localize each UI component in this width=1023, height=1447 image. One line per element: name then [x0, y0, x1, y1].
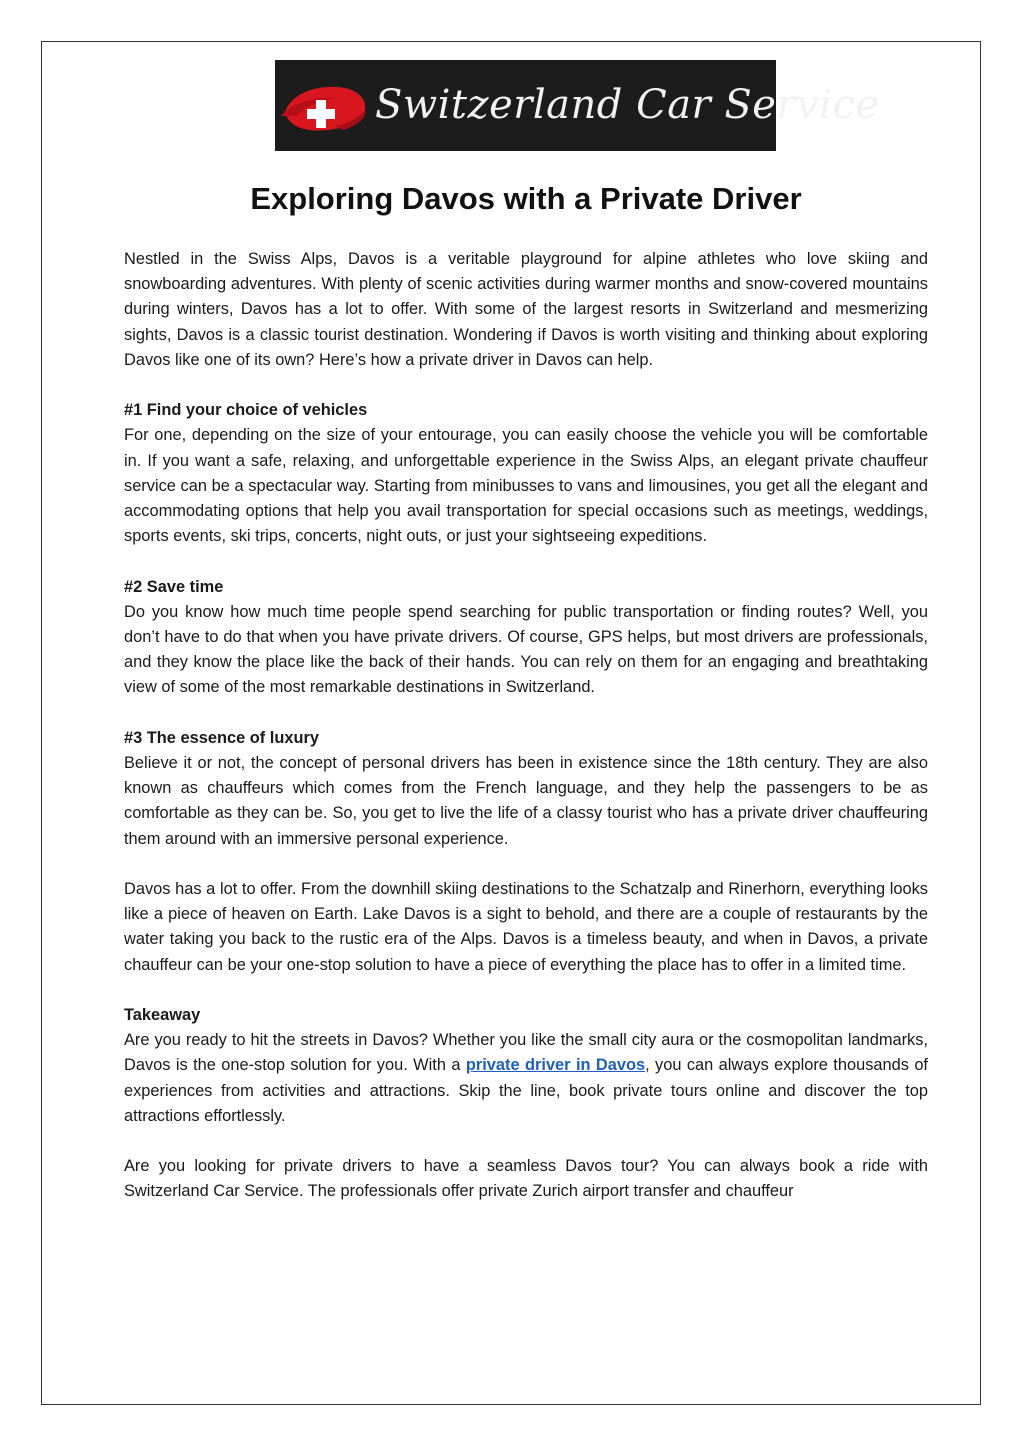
- section-body: Do you know how much time people spend searching for public transportation or finding routes? Well, you don’t have to do that when you have private drivers. Of course, GPS helps, but most drivers are professionals, and they know the place like the back of their hands. You can rely on them for an engaging and breathtaking view of some of the most remarkable destinations in Switzerland.: [124, 602, 928, 697]
- davos-paragraph: Davos has a lot to offer. From the downhill skiing destinations to the Schatzalp and Rinerhorn, everything looks like a piece of heaven on Earth. Lake Davos is a sight to behold, and there are a couple of restaurants by the water taking you back to the rustic era of the Alps. Davos is a timeless beauty, and when in Davos, a private chauffeur can be your one-stop solution to have a piece of everything the place has to offer in a limited time.: [124, 880, 928, 974]
- brand-logo: [275, 60, 880, 151]
- logo-wordmark: Switzerland Car Service: [375, 82, 880, 128]
- takeaway-text-before-link: Are you ready to hit the streets in Davos? Whether you like the small city aura or the cosmopolitan landmarks, Davos is the one-stop solution for you. With a: [124, 1031, 928, 1075]
- section-body: For one, depending on the size of your entourage, you can easily choose the vehicle you will be comfortable in. If you want a safe, relaxing, and unforgettable experience in the Swiss Alps, an elegant private chauffeur service can be a spectacular way. Starting from minibusses to vans and limousines, you get all the elegant and accommodating options that help you avail transportation for special occasions such as meetings, weddings, sports events, ski trips, concerts, night outs, or just your sightseeing expeditions.: [124, 426, 928, 546]
- flag-cross-horizontal: [307, 109, 335, 119]
- section-heading: #3 The essence of luxury: [124, 728, 319, 747]
- section-body: Believe it or not, the concept of personal drivers has been in existence since the 18th century. They are also known as chauffeurs which comes from the French language, and they help the passengers to be as comfortable as they can be. So, you get to live the life of a classy tourist who has a private driver chauffeuring them around with an immersive personal experience.: [124, 754, 928, 848]
- article-body: [124, 247, 928, 1205]
- intro-paragraph: Nestled in the Swiss Alps, Davos is a veritable playground for alpine athletes who love skiing and snowboarding adventures. With plenty of scenic activities during warmer months and snow-covered mountains during winters, Davos has a lot to offer. With some of the largest resorts in Switzerland and mesmerizing sights, Davos is a classic tourist destination. Wondering if Davos is worth visiting and thinking about exploring Davos like one of its own? Here’s how a private driver in Davos can help.: [124, 250, 928, 369]
- page-title: Exploring Davos with a Private Driver: [250, 181, 802, 216]
- section-heading: #2 Save time: [124, 577, 224, 596]
- closing-paragraph: Are you looking for private drivers to have a seamless Davos tour? You can always book a ride with Switzerland Car Service. The professionals offer private Zurich airport transfer and chauffeur: [124, 1157, 928, 1201]
- section-vehicles: [124, 398, 928, 549]
- takeaway-heading: Takeaway: [124, 1006, 201, 1025]
- section-takeaway: [124, 1003, 928, 1129]
- private-driver-davos-link[interactable]: private driver in Davos: [465, 1056, 646, 1075]
- section-luxury: [124, 726, 928, 852]
- section-heading: #1 Find your choice of vehicles: [124, 401, 368, 420]
- takeaway-text-after-link: , you can always explore thousands of experiences from activities and attractions. Skip the line, book private tours online and discover the top attractions effortlessly.: [124, 1056, 928, 1125]
- section-save-time: [124, 575, 928, 701]
